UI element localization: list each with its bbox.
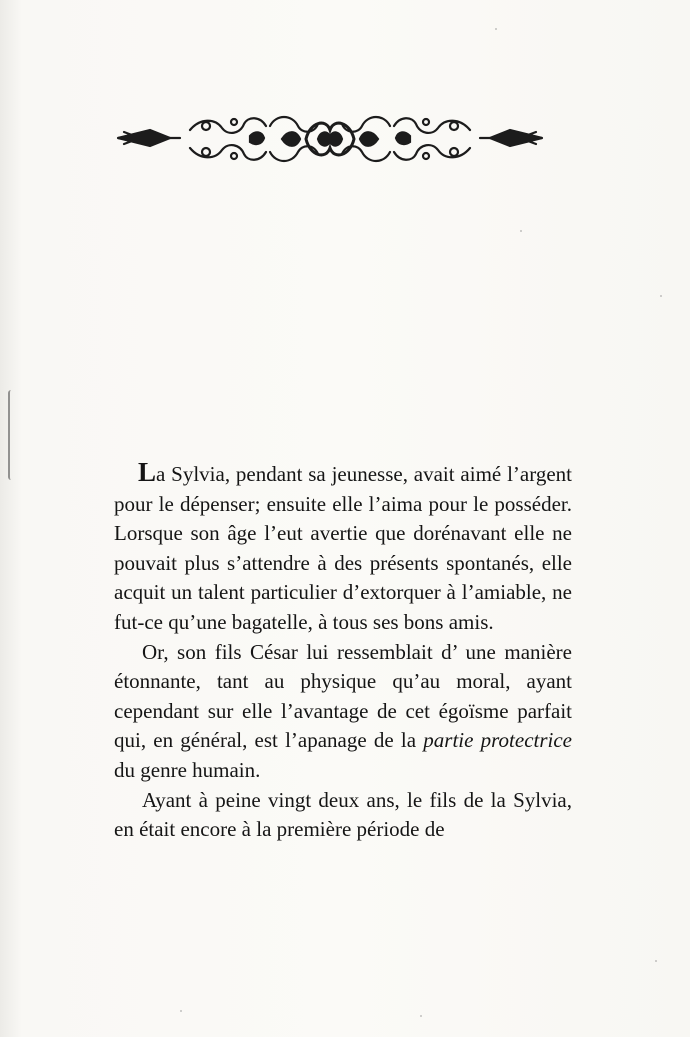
scan-speck xyxy=(660,295,662,297)
scan-speck xyxy=(495,28,497,30)
paragraph-3 xyxy=(114,786,572,845)
drop-cap: L xyxy=(138,457,157,487)
page-binding-edge xyxy=(8,390,16,480)
header-ornament-icon xyxy=(110,108,550,178)
paragraph-1 xyxy=(114,457,572,638)
scan-speck xyxy=(520,230,522,232)
scan-speck xyxy=(420,1015,422,1017)
paragraph-1-text: a Sylvia, pendant sa jeunesse, avait aimé l’argent pour le dépenser; ensuite elle l’aima pour le posséder. Lorsque son âge l’eut avertie que dorénavant elle ne pouvait plus s’attendre à des présents spontanés, elle acquit un talent particulier d’extorquer à l’amiable, ne fut-ce qu’une bagatelle, à tous ses bons amis. xyxy=(114,462,572,634)
paragraph-2 xyxy=(114,638,572,786)
paragraph-2-text-after: du genre humain. xyxy=(114,757,261,782)
paragraph-2-text: Or, son fils César lui ressemblait d’ une manière étonnante, tant au physique qu’au moral, ayant cependant sur elle l’avantage de cet égoïsme parfait qui, en général, est l’apanage de la xyxy=(114,639,572,753)
body-text xyxy=(114,457,572,845)
scan-speck xyxy=(180,1010,182,1012)
scan-speck xyxy=(655,960,657,962)
paragraph-3-text: Ayant à peine vingt deux ans, le fils de la Sylvia, en était encore à la première période de xyxy=(114,787,572,842)
paragraph-2-italic: partie protectrice xyxy=(423,728,572,753)
